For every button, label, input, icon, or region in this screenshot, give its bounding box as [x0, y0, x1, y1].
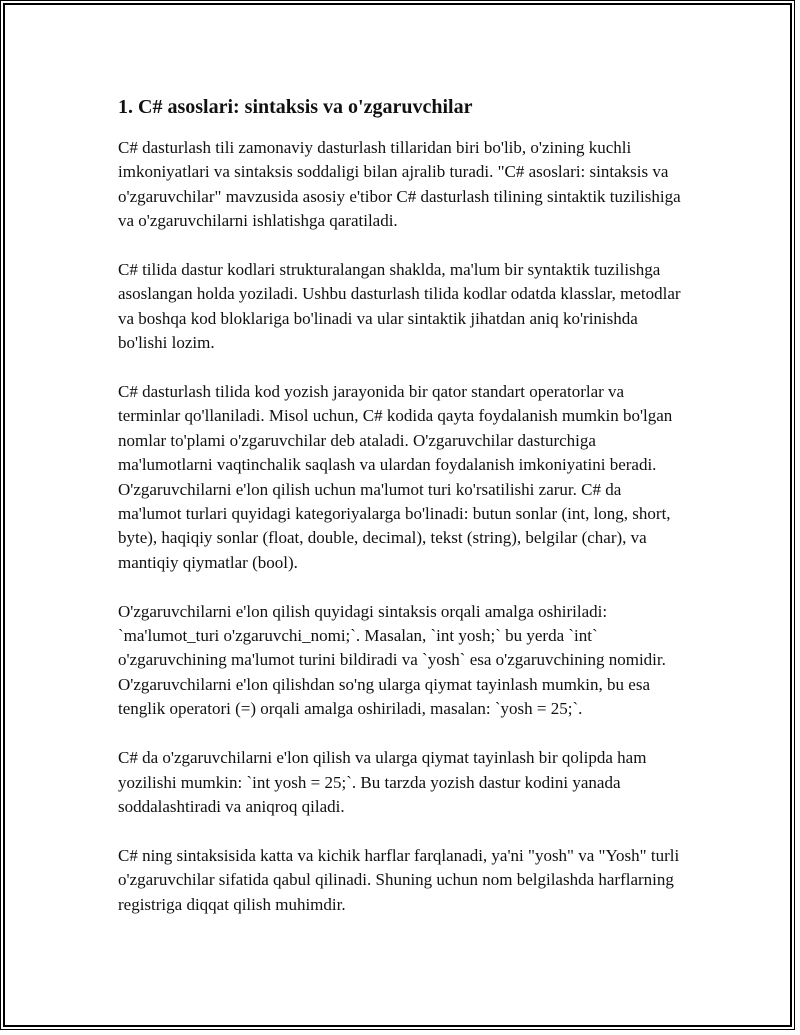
paragraph-case-sensitivity: C# ning sintaksisida katta va kichik harflar farqlanadi, ya'ni "yosh" va "Yosh" turli o'zgaruvchilar sifatida qabul qilinadi. Shuning uchun nom belgilashda harflarning registriga diqqat qilish muhimdir.: [118, 845, 680, 914]
section-heading: 1. C# asoslari: sintaksis va o'zgaruvchilar: [118, 96, 473, 118]
paragraph-structure: C# tilida dastur kodlari strukturalangan shaklda, ma'lum bir syntaktik tuzilishga asoslangan holda yoziladi. Ushbu dasturlash tilida kodlar odatda klasslar, metodlar va boshqa kod bloklariga bo'linadi va ular sintaktik jihatdan aniq ko'rinishda bo'lishi lozim.: [118, 260, 681, 353]
paragraph-variables: C# dasturlash tilida kod yozish jarayonida bir qator standart operatorlar va terminlar qo'llaniladi. Misol uchun, C# kodida qayta foydalanish mumkin bo'lgan nomlar to'plami o'zgaruvchilar deb ataladi. O'zgaruvchilar dasturchiga ma'lumotlarni vaqtinchalik saqlash va ulardan foydalanish imkoniyatini beradi. O'zgaruvchilarni e'lon qilish uchun ma'lumot turi ko'rsatilishi zarur. C# da ma'lumot turlari quyidagi kategoriyalarga bo'linadi: butun sonlar (int, long, short, byte), haqiqiy sonlar (float, double, decimal), tekst (string), belgilar (char), va mantiqiy qiymatlar (bool).: [118, 382, 673, 572]
paragraph-declaration: O'zgaruvchilarni e'lon qilish quyidagi sintaksis orqali amalga oshiriladi: `ma'lumot_turi o'zgaruvchi_nomi;`. Masalan, `int yosh;` bu yerda `int` o'zgaruvchining ma'lumot turini bildiradi va `yosh` esa o'zgaruvchining nomidir. O'zgaruvchilarni e'lon qilishdan so'ng ularga qiymat tayinlash mumkin, bu esa tenglik operatori (=) orqali amalga oshiriladi, masalan: `yosh = 25;`.: [118, 601, 666, 719]
paragraph-initialization: C# da o'zgaruvchilarni e'lon qilish va ularga qiymat tayinlash bir qolipda ham yozilishi mumkin: `int yosh = 25;`. Bu tarzda yozish dastur kodini yanada soddalashtiradi va aniqroq qiladi.: [118, 748, 647, 816]
paragraph-intro: C# dasturlash tili zamonaviy dasturlash tillaridan biri bo'lib, o'zining kuchli imkoniyatlari va sintaksis soddaligi bilan ajralib turadi. "C# asoslari: sintaksis va o'zgaruvchilar" mavzusida asosiy e'tibor C# dasturlash tilining sintaktik tuzilishiga va o'zgaruvchilarni ishlatishga qaratiladi.: [118, 138, 681, 231]
document-body: [118, 94, 686, 941]
